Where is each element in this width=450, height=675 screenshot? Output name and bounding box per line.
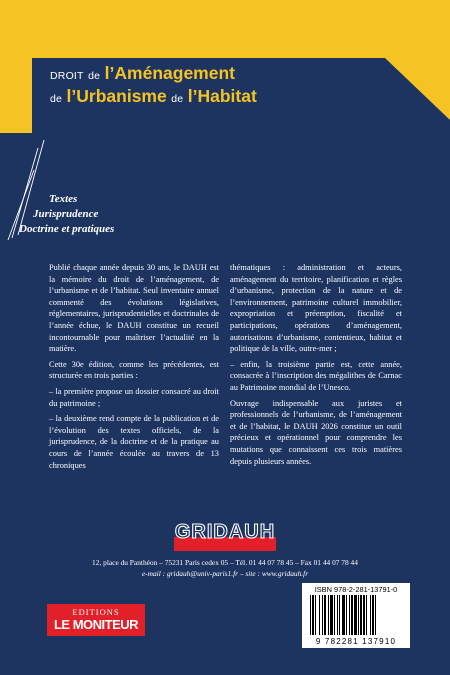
logo-text: GRIDAUH [174,521,276,543]
barcode-bar [351,595,353,635]
title-word-habitat: l’Habitat [187,86,257,106]
barcode-bar [354,595,357,635]
gridauh-logo [172,515,278,555]
gridauh-logo-graphic [172,515,278,555]
publisher-logo [47,604,145,636]
barcode-bar [319,595,320,635]
yellow-header-band [0,0,450,58]
barcode-bar [328,595,329,635]
barcode-bar [372,595,374,635]
barcode-bar [360,595,362,635]
subject-textes: Textes [49,193,78,205]
barcode-bar [330,595,333,635]
barcode-bar [337,595,338,635]
postal-address: 12, place du Panthéon – 75231 Paris cedex 05 – Tél. 01 44 07 78 45 – Fax 01 44 07 78 44 [92,558,358,567]
body-paragraph: – la deuxième rend compte de la publication et de l’évolution des textes officiels, de la jurisprudence, de la doctrine et de la pratique au cours de l’année écoulée au travers de 13 chroniques [49,414,219,470]
subjects-list [19,192,115,237]
barcode-bars [308,595,404,635]
book-title [50,63,257,109]
barcode-bar [358,595,359,635]
barcode-bar [322,595,323,635]
address-block [40,557,410,579]
barcode-bar [312,595,314,635]
publisher-editions-label: EDITIONS [72,607,120,617]
body-column-right [230,262,402,471]
title-word-amenagement: l’Aménagement [104,63,235,83]
body-paragraph: Ouvrage indispensable aux juristes et professionnels de l’urbanisme, de l’aménagement et de l’habitat, le DAUH 2026 constitue un outil précieux et opérationnel pour comprendre les mutations que connaissent ces trois matières depuis plusieurs années. [230,398,402,466]
title-word-de: de [88,70,101,82]
publisher-name: LE MONITEUR [53,617,139,632]
barcode-bar [339,595,340,635]
barcode-bar [334,595,335,635]
yellow-corner-triangle [385,58,450,120]
barcode [302,583,410,648]
yellow-side-bar [0,58,32,133]
subject-jurisprudence: Jurisprudence [33,208,99,220]
title-word-de: de [50,93,63,105]
title-line-1 [50,63,257,86]
contact-email-site: e-mail : gridauh@univ-paris1.fr – site : www.gridauh.fr [141,569,309,578]
barcode-bar [315,595,316,635]
barcode-bar [349,595,350,635]
title-word-urbanisme: l’Urbanisme [66,86,167,106]
barcode-bar [310,595,311,635]
barcode-bar [346,595,347,635]
title-word-de: de [171,93,184,105]
body-paragraph: thématiques : administration et acteurs, aménagement du territoire, planification et règles d’urbanisme, protection de la nature et de l’environnement, patrimoine culturel immobilier, expropriation et préemption, fiscalité et participations, opérations d’aménagement, autorisations d’urbanisme, contentieux, habitat et politique de la ville, outre-mer ; [230,263,402,354]
title-word-droit: DROIT [50,70,84,82]
barcode-bars-graphic [308,595,404,635]
barcode-bar [324,595,326,635]
body-column-left [49,262,219,475]
barcode-bar [363,595,365,635]
barcode-bar [375,595,376,635]
barcode-bar [342,595,345,635]
barcode-bar [366,595,367,635]
title-line-2 [50,86,257,109]
isbn-text: ISBN 978-2-281-13791-0 [314,585,398,594]
body-paragraph: – la première propose un dossier consacré au droit du patrimoine ; [49,386,219,408]
body-paragraph: Cette 30e édition, comme les précédentes, est structurée en trois parties : [49,359,219,381]
subject-doctrine: Doctrine et pratiques [19,223,115,235]
barcode-bar [370,595,371,635]
body-paragraph: Publié chaque année depuis 30 ans, le DAUH est la mémoire du droit de l’aménagement, de l’urbanisme et de l’habitat. Seul inventaire annuel commenté des évolutions législatives, réglementaires, jurisprudentielles et doctrinales de l’année échue, le DAUH constitue un recueil incontournable pour maîtriser l’actualité en la matière. [49,263,219,354]
barcode-digits: 9 782281 137910 [315,637,397,646]
body-paragraph: – enfin, la troisième partie est, cette année, consacrée à l’inscription des mégalithes de Carnac au Patrimoine mondial de l’Unesco. [230,359,402,392]
